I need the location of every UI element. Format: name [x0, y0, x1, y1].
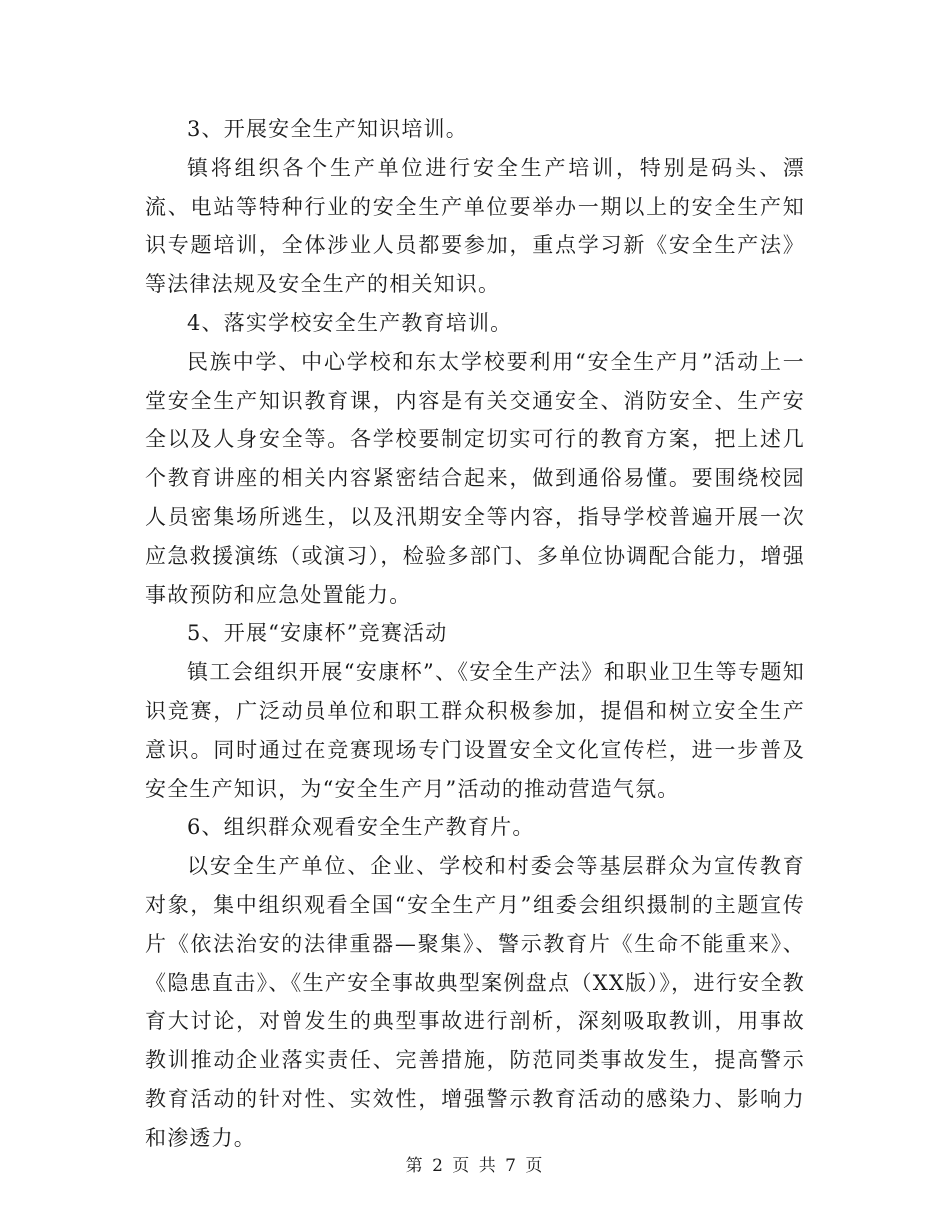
page-footer: [0, 1151, 950, 1176]
heading-item-3: 3、开展安全生产知识培训。: [187, 117, 468, 141]
page-number: 第 2 页 共 7 页: [405, 1156, 545, 1176]
paragraph-school-education: 民族中学、中心学校和东太学校要利用“安全生产月”活动上一堂安全生产知识教育课，内容是有关交通安全、消防安全、生产安全以及人身安全等。各学校要制定切实可行的教育方案，把上述几个教育讲座的相关内容紧密结合起来，做到通俗易懂。要围绕校园人员密集场所逃生，以及汛期安全等内容，指导学校普遍开展一次应急救援演练（或演习），检验多部门、多单位协调配合能力，增强事故预防和应急处置能力。: [145, 349, 805, 607]
paragraph-education-films: 以安全生产单位、企业、学校和村委会等基层群众为宣传教育对象，集中组织观看全国“安全生产月”组委会组织摄制的主题宣传片《依法治安的法律重器—聚集》、警示教育片《生命不能重来》、《隐患直击》、《生产安全事故典型案例盘点（XX版）》，进行安全教育大讨论，对曾发生的典型事故进行剖析，深刻吸取教训，用事故教训推动企业落实责任、完善措施，防范同类事故发生，提高警示教育活动的针对性、实效性，增强警示教育活动的感染力、影响力和渗透力。: [145, 854, 805, 1150]
heading-item-5: 5、开展“安康杯”竞赛活动: [187, 621, 448, 646]
document-body: [145, 110, 805, 1158]
heading-item-6: 6、组织群众观看安全生产教育片。: [187, 815, 535, 840]
paragraph-safety-training: 镇将组织各个生产单位进行安全生产培训，特别是码头、漂流、电站等特种行业的安全生产单位要举办一期以上的安全生产知识专题培训，全体涉业人员都要参加，重点学习新《安全生产法》等法律法规及安全生产的相关知识。: [145, 155, 805, 297]
paragraph-ankang-cup: 镇工会组织开展“安康杯”、《安全生产法》和职业卫生等专题知识竞赛，广泛动员单位和职工群众积极参加，提倡和树立安全生产意识。同时通过在竞赛现场专门设置安全文化宣传栏，进一步普及安全生产知识，为“安全生产月”活动的推动营造气氛。: [145, 660, 805, 801]
heading-item-4: 4、落实学校安全生产教育培训。: [187, 310, 513, 335]
